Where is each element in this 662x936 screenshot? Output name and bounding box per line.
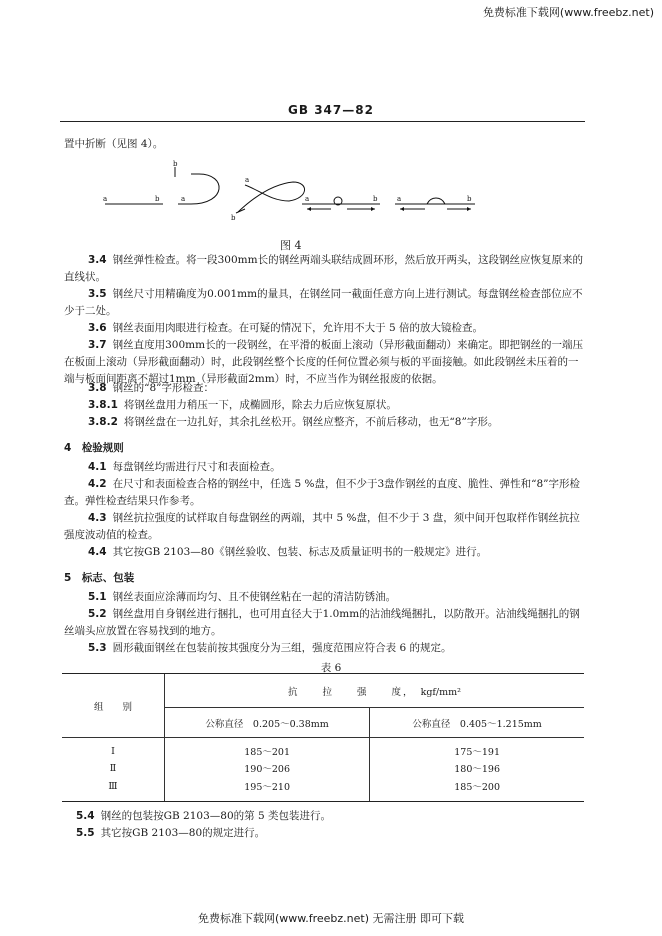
svg-text:b: b (173, 160, 178, 168)
section-4-heading: 4 检验规则 (64, 442, 124, 454)
svg-text:a: a (245, 176, 250, 184)
header-rule (60, 121, 585, 122)
table-row: Ⅱ 190～206 180～196 (62, 759, 584, 777)
clause-5-1: 5.1 钢丝表面应涂薄而均匀、且不使钢丝粘在一起的清洁防锈油。 (88, 591, 397, 603)
clause-3-5: 3.5 钢丝尺寸用精确度为0.001mm的量具，在钢丝同一截面任意方向上进行测试。每盘钢丝检查部位应不少于二处。 (64, 288, 583, 317)
svg-text:a: a (181, 195, 186, 203)
clause-4-4: 4.4 其它按GB 2103—80《钢丝验收、包装、标志及质量证明书的一般规定》进行。 (88, 546, 488, 558)
svg-text:a: a (103, 195, 108, 203)
clause-3-7: 3.7 钢丝直度用300mm长的一段钢丝，在平滑的板面上滚动（异形截面翻动）来确定。即把钢丝的一端压在板面上滚动（异形截面翻动）时，此段钢丝整个长度的任何位置必须与板的平面接触。如此段钢丝未压着的一端与板面间距离不超过1mm（异形截面2mm）时，不应当作为钢丝报废的依据。 (64, 339, 584, 385)
figure-4 (95, 160, 485, 225)
clause-3-4: 3.4 钢丝弹性检查。将一段300mm长的钢丝两端头联结成圆环形，然后放开两头，这段钢丝应恢复原来的直线状。 (64, 254, 584, 283)
clause-3-6: 3.6 钢丝表面用肉眼进行检查。在可疑的情况下，允许用不大于 5 倍的放大镜检查。 (88, 322, 483, 334)
clause-5-4: 5.4 钢丝的包装按GB 2103—80的第 5 类包装进行。 (76, 810, 331, 822)
table-col-2-header: 公称直径 0.405～1.215mm (370, 708, 584, 738)
watermark-top: 免费标准下载网(www.freebz.net) (482, 6, 654, 19)
clause-3-8: 3.8 钢丝的“8”字形检查： (88, 382, 215, 394)
clause-5-5: 5.5 其它按GB 2103—80的规定进行。 (76, 827, 266, 839)
svg-text:b: b (155, 195, 160, 203)
table-unit: kgf/mm² (420, 686, 461, 698)
table-6-title: 表 6 (320, 662, 342, 674)
table-strength-header: 抗 拉 强 度， kgf/mm² (165, 674, 585, 708)
standard-code: GB 347—82 (288, 103, 374, 117)
clause-3-8-2: 3.8.2 将钢丝盘在一边扎好，其余扎丝松开。钢丝应整齐，不前后移动，也无“8”字形。 (88, 416, 499, 428)
clause-4-1: 4.1 每盘钢丝均需进行尺寸和表面检查。 (88, 461, 281, 473)
svg-text:b: b (467, 195, 472, 203)
clause-4-2: 4.2 在尺寸和表面检查合格的钢丝中，任选 5 %盘，但不少于3盘作钢丝的直度、脆性、弹性和“8”字形检查。弹性检查结果只作参考。 (64, 478, 581, 507)
table-row: Ⅰ 185～201 175～191 (62, 738, 584, 760)
svg-text:b: b (373, 195, 378, 203)
svg-text:a: a (397, 195, 402, 203)
svg-text:b: b (231, 214, 236, 222)
table-group-header: 组 别 (62, 674, 165, 738)
clause-5-3: 5.3 圆形截面钢丝在包装前按其强度分为三组，强度范围应符合表 6 的规定。 (88, 642, 452, 654)
clause-5-2: 5.2 钢丝盘用自身钢丝进行捆扎，也可用直径大于1.0mm的沾油线绳捆扎，以防散开。沾油线绳捆扎的钢丝端头应放置在容易找到的地方。 (64, 608, 580, 637)
clause-4-3: 4.3 钢丝抗拉强度的试样取自每盘钢丝的两端，其中 5 %盘，但不少于 3 盘，须中间开包取样作钢丝抗拉强度波动值的检查。 (64, 512, 580, 541)
intro-line: 置中折断（见图 4）。 (64, 138, 164, 150)
fig-loop-wire (238, 182, 305, 212)
figure-caption: 图 4 (280, 239, 302, 252)
table-col-1-header: 公称直径 0.205～0.38mm (165, 708, 370, 738)
table-6 (62, 673, 584, 802)
svg-text:a: a (305, 195, 310, 203)
watermark-bottom: 免费标准下载网(www.freebz.net) 无需注册 即可下载 (197, 912, 465, 925)
section-5-heading: 5 标志、包装 (64, 572, 135, 584)
clause-3-8-1: 3.8.1 将钢丝盘用力稍压一下，成椭圆形，除去力后应恢复原状。 (88, 399, 397, 411)
table-row: Ⅲ 195～210 185～200 (62, 777, 584, 801)
